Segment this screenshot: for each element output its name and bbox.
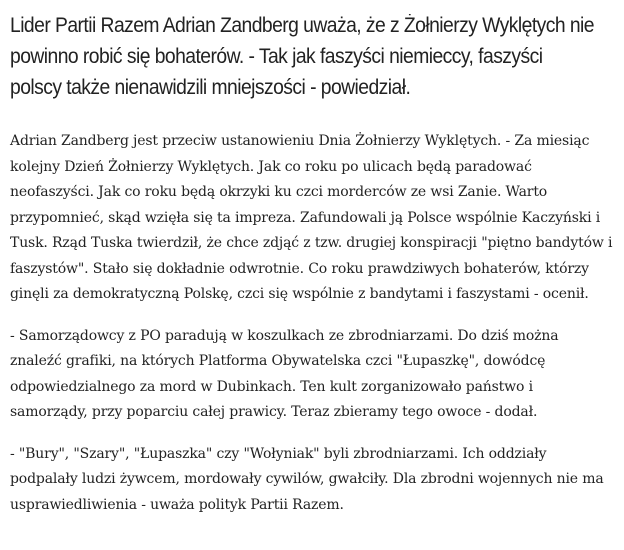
paragraph-line: Tusk. Rząd Tuska twierdził, że chce zdjąć z tzw. drugiej konspiracji "piętno bandytów i [10, 235, 613, 251]
paragraph-line: odpowiedzialnego za mord w Dubinkach. Ten kult zorganizowało państwo i [10, 378, 533, 395]
paragraph [10, 324, 610, 426]
article [10, 0, 613, 534]
paragraph-line: faszystów". Stało się dokładnie odwrotnie. Co roku prawdziwych bohaterów, którzy [10, 260, 589, 277]
article-body [10, 129, 613, 518]
paragraph-line: ginęli za demokratyczną Polskę, czci się wspólnie z bandytami i faszystami - ocenił. [10, 286, 589, 302]
paragraph-line: kolejny Dzień Żołnierzy Wyklętych. Jak co roku po ulicach będą paradować [10, 158, 532, 175]
lead-line: Lider Partii Razem Adrian Zandberg uważa, że z Żołnierzy Wyklętych nie [10, 14, 594, 37]
paragraph-line: podpalały ludzi żywcem, mordowały cywilów, gwałciły. Dla zbrodni wojennych nie ma [10, 471, 604, 487]
paragraph-line: usprawiedliwienia - uważa polityk Partii Razem. [10, 496, 344, 513]
lead-line: polscy także nienawidzili mniejszości - powiedział. [10, 76, 411, 99]
paragraph-line: - "Bury", "Szary", "Łupaszka" czy "Wołyniak" byli zbrodniarzami. Ich oddziały [10, 445, 547, 462]
paragraph [10, 442, 610, 519]
paragraph-line: - Samorządowcy z PO paradują w koszulkach ze zbrodniarzami. Do dziś można [10, 327, 559, 344]
paragraph-line: neofaszyści. Jak co roku będą okrzyki ku czci morderców ze wsi Zanie. Warto [10, 184, 548, 200]
article-lead [10, 10, 610, 103]
paragraph-line: Adrian Zandberg jest przeciw ustanowieniu Dnia Żołnierzy Wyklętych. - Za miesiąc [10, 133, 590, 149]
paragraph-line: znaleźć grafiki, na których Platforma Obywatelska czci "Łupaszkę", dowódcę [10, 353, 546, 369]
paragraph-line: przypomnieć, skąd wzięła się ta impreza. Zafundowali ją Polsce wspólnie Kaczyński i [10, 209, 601, 226]
paragraph [10, 129, 613, 308]
paragraph-line: samorządy, przy poparciu całej prawicy. Teraz zbieramy tego owoce - dodał. [10, 404, 538, 420]
lead-line: powinno robić się bohaterów. - Tak jak faszyści niemieccy, faszyści [10, 45, 543, 68]
